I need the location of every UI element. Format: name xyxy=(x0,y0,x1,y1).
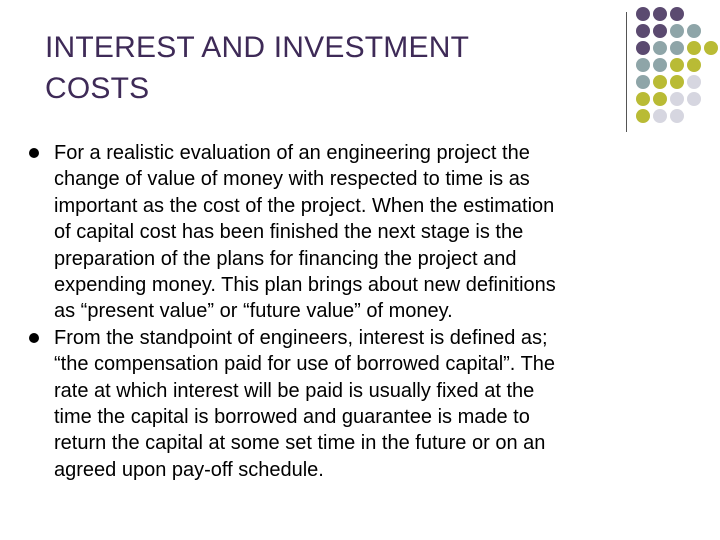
bullet-line: preparation of the plans for financing the project and xyxy=(54,247,517,270)
slide-title xyxy=(45,27,605,109)
bullet-item xyxy=(30,325,670,483)
decorative-dot xyxy=(670,7,684,21)
decorative-dot xyxy=(670,41,684,55)
slide-title-line-1: INTEREST AND INVESTMENT xyxy=(45,31,470,64)
decorative-dot xyxy=(687,24,701,38)
decorative-dot xyxy=(636,41,650,55)
slide-title-line-2: COSTS xyxy=(45,72,150,105)
bullet-line: For a realistic evaluation of an engineering project the xyxy=(54,142,530,164)
bullet-icon xyxy=(29,148,39,158)
bullet-line: “the compensation paid for use of borrowed capital”. The xyxy=(54,353,556,376)
decorative-dot xyxy=(670,24,684,38)
decorative-dot xyxy=(670,92,684,106)
decorative-dot xyxy=(687,58,701,72)
decorative-dot xyxy=(653,75,667,89)
decorative-dot xyxy=(636,58,650,72)
decorative-dot xyxy=(636,109,650,123)
bullet-line: important as the cost of the project. When the estimation xyxy=(54,194,555,217)
decorative-dot xyxy=(636,75,650,89)
decorative-dot xyxy=(704,41,718,55)
bullet-item xyxy=(30,140,670,325)
decorative-dot xyxy=(636,7,650,21)
decorative-dot xyxy=(670,75,684,89)
bullet-list xyxy=(30,140,670,483)
decorative-dot xyxy=(653,24,667,38)
decorative-dot xyxy=(653,58,667,72)
decorative-dot xyxy=(653,109,667,123)
decorative-dot xyxy=(687,41,701,55)
bullet-line: From the standpoint of engineers, interest is defined as; xyxy=(54,326,548,349)
bullet-line: return the capital at some set time in the future or on an xyxy=(54,432,546,455)
bullet-line: rate at which interest will be paid is usually fixed at the xyxy=(54,379,535,402)
decorative-divider xyxy=(626,12,627,132)
bullet-line: expending money. This plan brings about new definitions xyxy=(54,274,556,297)
decorative-dot xyxy=(653,41,667,55)
bullet-line: as “present value” or “future value” of money. xyxy=(54,300,453,323)
bullet-line: agreed upon pay-off schedule. xyxy=(54,458,324,481)
decorative-dot-grid xyxy=(636,7,720,127)
decorative-dot xyxy=(636,92,650,106)
decorative-dot xyxy=(670,109,684,123)
bullet-icon xyxy=(29,333,39,343)
decorative-dot xyxy=(653,92,667,106)
bullet-line: change of value of money with respected to time is as xyxy=(54,168,530,191)
decorative-dot xyxy=(653,7,667,21)
decorative-dot xyxy=(670,58,684,72)
decorative-dot xyxy=(687,75,701,89)
bullet-line: time the capital is borrowed and guarantee is made to xyxy=(54,406,530,429)
bullet-line: of capital cost has been finished the next stage is the xyxy=(54,221,524,244)
decorative-dot xyxy=(636,24,650,38)
decorative-dot xyxy=(687,92,701,106)
